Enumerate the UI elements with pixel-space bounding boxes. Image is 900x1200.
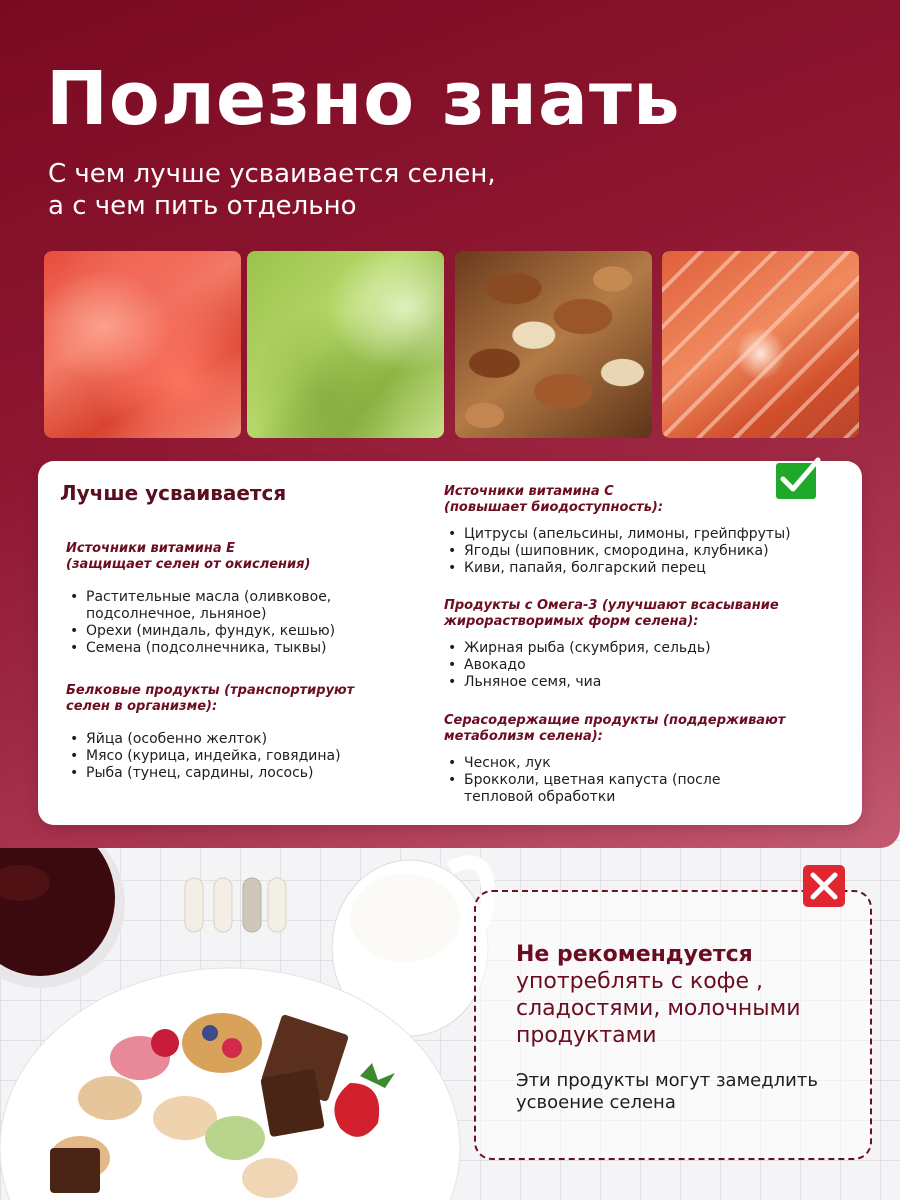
page-subtitle: [48, 158, 496, 222]
cross-icon: [802, 864, 846, 908]
list-item: • Жирная рыба (скумбрия, сельдь): [444, 640, 844, 657]
group-heading-line: жирорастворимых форм селена):: [444, 614, 699, 629]
group-heading-line: Источники витамина Е: [66, 541, 236, 556]
not-recommended-text: [516, 968, 801, 1049]
list-item-text: тепловой обработки: [464, 789, 616, 805]
group-heading-line: Серасодержащие продукты (поддерживают: [444, 713, 786, 728]
group-heading-line: Источники витамина С: [444, 484, 614, 499]
list-item: • Рыба (тунец, сардины, лосось): [66, 765, 436, 782]
list-item: • Чеснок, лук: [444, 755, 844, 772]
list-item: • Мясо (курица, индейка, говядина): [66, 748, 436, 765]
group-heading: [444, 598, 844, 630]
capsules: [185, 878, 286, 932]
card-heading: Лучше усваивается: [60, 481, 287, 505]
better-absorbed-card: [38, 461, 862, 825]
not-recommended-line: сладостями, молочными: [516, 996, 801, 1021]
not-recommended-line: употреблять с кофе ,: [516, 969, 763, 994]
list-item: • Цитрусы (апельсины, лимоны, грейпфруты): [444, 526, 844, 543]
bullet-list: [444, 640, 844, 691]
avocado-photo: [247, 251, 444, 438]
group-heading-line: Продукты с Омега-3 (улучшают всасывание: [444, 598, 779, 613]
bullet-list: [66, 589, 426, 657]
list-item: [444, 772, 844, 806]
not-recommended-note: [516, 1070, 818, 1114]
group-heading: [66, 683, 436, 715]
group-heading-line: (повышает биодоступность):: [444, 500, 664, 515]
grapefruit-photo: [44, 251, 241, 438]
group-vitamin-e: [66, 541, 426, 657]
subtitle-line: а с чем пить отдельно: [48, 191, 357, 221]
list-item-text: подсолнечное, льняное): [86, 606, 267, 622]
not-recommended-heading: Не рекомендуется: [516, 942, 753, 967]
list-item: • Орехи (миндаль, фундук, кешью): [66, 623, 426, 640]
group-omega-3: [444, 598, 844, 691]
note-line: усвоение селена: [516, 1092, 676, 1113]
list-item: • Яйца (особенно желток): [66, 731, 436, 748]
list-item: • Киви, папайя, болгарский перец: [444, 560, 844, 577]
list-item: • Ягоды (шиповник, смородина, клубника): [444, 543, 844, 560]
list-item: • Семена (подсолнечника, тыквы): [66, 640, 426, 657]
bullet-list: [444, 755, 844, 806]
nuts-photo: [455, 251, 652, 438]
not-recommended-line: продуктами: [516, 1023, 657, 1048]
list-item-text: • Растительные масла (оливковое,: [86, 589, 332, 605]
list-item: • Авокадо: [444, 657, 844, 674]
group-proteins: [66, 683, 436, 782]
list-item-text: • Брокколи, цветная капуста (после: [464, 772, 721, 788]
list-item: [66, 589, 426, 623]
page-title: Полезно знать: [46, 56, 681, 142]
bullet-list: [444, 526, 844, 577]
group-heading: [66, 541, 426, 573]
salmon-photo: [662, 251, 859, 438]
subtitle-line: С чем лучше усваивается селен,: [48, 159, 496, 189]
bullet-list: [66, 731, 436, 782]
note-line: Эти продукты могут замедлить: [516, 1070, 818, 1091]
group-heading-line: (защищает селен от окисления): [66, 557, 311, 572]
group-heading-line: Белковые продукты (транспортируют: [66, 683, 355, 698]
group-heading-line: метаболизм селена):: [444, 729, 603, 744]
list-item: • Льняное семя, чиа: [444, 674, 844, 691]
group-sulfur: [444, 713, 844, 806]
group-heading-line: селен в организме):: [66, 699, 218, 714]
check-icon: [775, 455, 821, 501]
wine-glass: [0, 848, 125, 988]
group-heading: [444, 713, 844, 745]
not-recommended-box: [474, 890, 872, 1160]
